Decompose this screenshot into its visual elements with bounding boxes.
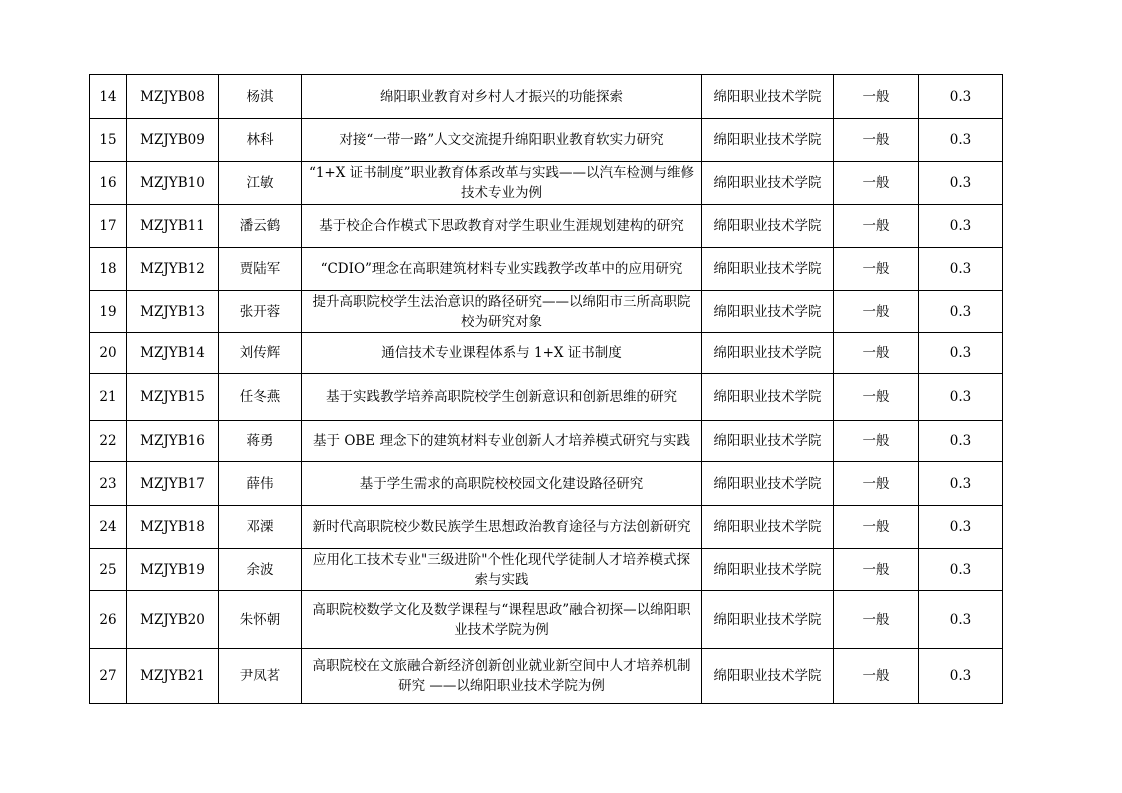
row-number-cell: 26 bbox=[90, 591, 127, 649]
funding-cell: 0.3 bbox=[919, 333, 1003, 374]
project-title-cell: 绵阳职业教育对乡村人才振兴的功能探索 bbox=[302, 75, 702, 119]
project-title-cell: 基于实践教学培养高职院校学生创新意识和创新思维的研究 bbox=[302, 374, 702, 421]
row-number-cell: 17 bbox=[90, 205, 127, 248]
project-title-cell: 高职院校在文旅融合新经济创新创业就业新空间中人才培养机制研究 ——以绵阳职业技术学院为例 bbox=[302, 649, 702, 704]
leader-name-cell: 张开蓉 bbox=[219, 291, 302, 333]
institution-cell: 绵阳职业技术学院 bbox=[702, 205, 834, 248]
table-row bbox=[90, 205, 1003, 248]
project-code-cell: MZJYB12 bbox=[127, 248, 219, 291]
table-row bbox=[90, 462, 1003, 506]
table-row bbox=[90, 291, 1003, 333]
institution-cell: 绵阳职业技术学院 bbox=[702, 75, 834, 119]
institution-cell: 绵阳职业技术学院 bbox=[702, 248, 834, 291]
row-number-cell: 27 bbox=[90, 649, 127, 704]
leader-name-cell: 尹凤茗 bbox=[219, 649, 302, 704]
row-number-cell: 21 bbox=[90, 374, 127, 421]
table-row bbox=[90, 506, 1003, 549]
table-row bbox=[90, 421, 1003, 462]
project-title-cell: 新时代高职院校少数民族学生思想政治教育途径与方法创新研究 bbox=[302, 506, 702, 549]
row-number-cell: 25 bbox=[90, 549, 127, 591]
funding-cell: 0.3 bbox=[919, 649, 1003, 704]
institution-cell: 绵阳职业技术学院 bbox=[702, 374, 834, 421]
leader-name-cell: 林科 bbox=[219, 119, 302, 162]
level-cell: 一般 bbox=[834, 119, 919, 162]
project-code-cell: MZJYB13 bbox=[127, 291, 219, 333]
table-row bbox=[90, 75, 1003, 119]
project-code-cell: MZJYB16 bbox=[127, 421, 219, 462]
institution-cell: 绵阳职业技术学院 bbox=[702, 506, 834, 549]
row-number-cell: 15 bbox=[90, 119, 127, 162]
funding-cell: 0.3 bbox=[919, 248, 1003, 291]
leader-name-cell: 江敏 bbox=[219, 162, 302, 205]
project-code-cell: MZJYB18 bbox=[127, 506, 219, 549]
project-code-cell: MZJYB19 bbox=[127, 549, 219, 591]
row-number-cell: 14 bbox=[90, 75, 127, 119]
project-code-cell: MZJYB14 bbox=[127, 333, 219, 374]
level-cell: 一般 bbox=[834, 205, 919, 248]
level-cell: 一般 bbox=[834, 506, 919, 549]
funding-cell: 0.3 bbox=[919, 421, 1003, 462]
leader-name-cell: 蒋勇 bbox=[219, 421, 302, 462]
project-title-cell: “1+X 证书制度”职业教育体系改革与实践——以汽车检测与维修技术专业为例 bbox=[302, 162, 702, 205]
funding-cell: 0.3 bbox=[919, 591, 1003, 649]
project-title-cell: 基于 OBE 理念下的建筑材料专业创新人才培养模式研究与实践 bbox=[302, 421, 702, 462]
table-row bbox=[90, 549, 1003, 591]
institution-cell: 绵阳职业技术学院 bbox=[702, 119, 834, 162]
institution-cell: 绵阳职业技术学院 bbox=[702, 333, 834, 374]
funding-cell: 0.3 bbox=[919, 205, 1003, 248]
project-title-cell: 通信技术专业课程体系与 1+X 证书制度 bbox=[302, 333, 702, 374]
level-cell: 一般 bbox=[834, 291, 919, 333]
funding-cell: 0.3 bbox=[919, 162, 1003, 205]
level-cell: 一般 bbox=[834, 462, 919, 506]
institution-cell: 绵阳职业技术学院 bbox=[702, 162, 834, 205]
leader-name-cell: 刘传辉 bbox=[219, 333, 302, 374]
row-number-cell: 24 bbox=[90, 506, 127, 549]
project-code-cell: MZJYB17 bbox=[127, 462, 219, 506]
funding-cell: 0.3 bbox=[919, 291, 1003, 333]
institution-cell: 绵阳职业技术学院 bbox=[702, 291, 834, 333]
leader-name-cell: 任冬燕 bbox=[219, 374, 302, 421]
row-number-cell: 16 bbox=[90, 162, 127, 205]
project-title-cell: 基于学生需求的高职院校校园文化建设路径研究 bbox=[302, 462, 702, 506]
row-number-cell: 19 bbox=[90, 291, 127, 333]
leader-name-cell: 贾陆军 bbox=[219, 248, 302, 291]
institution-cell: 绵阳职业技术学院 bbox=[702, 462, 834, 506]
table-row bbox=[90, 119, 1003, 162]
table-row bbox=[90, 248, 1003, 291]
funding-cell: 0.3 bbox=[919, 374, 1003, 421]
level-cell: 一般 bbox=[834, 75, 919, 119]
funding-cell: 0.3 bbox=[919, 549, 1003, 591]
institution-cell: 绵阳职业技术学院 bbox=[702, 649, 834, 704]
project-title-cell: “CDIO”理念在高职建筑材料专业实践教学改革中的应用研究 bbox=[302, 248, 702, 291]
institution-cell: 绵阳职业技术学院 bbox=[702, 549, 834, 591]
funding-cell: 0.3 bbox=[919, 119, 1003, 162]
project-title-cell: 提升高职院校学生法治意识的路径研究——以绵阳市三所高职院校为研究对象 bbox=[302, 291, 702, 333]
leader-name-cell: 余波 bbox=[219, 549, 302, 591]
institution-cell: 绵阳职业技术学院 bbox=[702, 421, 834, 462]
row-number-cell: 23 bbox=[90, 462, 127, 506]
project-code-cell: MZJYB09 bbox=[127, 119, 219, 162]
project-code-cell: MZJYB10 bbox=[127, 162, 219, 205]
table-row bbox=[90, 162, 1003, 205]
funding-cell: 0.3 bbox=[919, 75, 1003, 119]
funding-cell: 0.3 bbox=[919, 462, 1003, 506]
row-number-cell: 22 bbox=[90, 421, 127, 462]
project-title-cell: 基于校企合作模式下思政教育对学生职业生涯规划建构的研究 bbox=[302, 205, 702, 248]
leader-name-cell: 杨淇 bbox=[219, 75, 302, 119]
level-cell: 一般 bbox=[834, 374, 919, 421]
table-body bbox=[90, 75, 1003, 704]
row-number-cell: 20 bbox=[90, 333, 127, 374]
row-number-cell: 18 bbox=[90, 248, 127, 291]
project-table bbox=[89, 74, 1003, 704]
leader-name-cell: 薛伟 bbox=[219, 462, 302, 506]
table-row bbox=[90, 649, 1003, 704]
level-cell: 一般 bbox=[834, 421, 919, 462]
level-cell: 一般 bbox=[834, 591, 919, 649]
project-title-cell: 应用化工技术专业"三级进阶"个性化现代学徒制人才培养模式探索与实践 bbox=[302, 549, 702, 591]
level-cell: 一般 bbox=[834, 248, 919, 291]
leader-name-cell: 邓溧 bbox=[219, 506, 302, 549]
institution-cell: 绵阳职业技术学院 bbox=[702, 591, 834, 649]
project-code-cell: MZJYB21 bbox=[127, 649, 219, 704]
leader-name-cell: 潘云鹤 bbox=[219, 205, 302, 248]
table-row bbox=[90, 374, 1003, 421]
leader-name-cell: 朱怀朝 bbox=[219, 591, 302, 649]
project-title-cell: 高职院校数学文化及数学课程与“课程思政”融合初探—以绵阳职业技术学院为例 bbox=[302, 591, 702, 649]
project-code-cell: MZJYB20 bbox=[127, 591, 219, 649]
table-row bbox=[90, 591, 1003, 649]
project-code-cell: MZJYB15 bbox=[127, 374, 219, 421]
level-cell: 一般 bbox=[834, 333, 919, 374]
project-code-cell: MZJYB11 bbox=[127, 205, 219, 248]
level-cell: 一般 bbox=[834, 549, 919, 591]
funding-cell: 0.3 bbox=[919, 506, 1003, 549]
project-code-cell: MZJYB08 bbox=[127, 75, 219, 119]
table-row bbox=[90, 333, 1003, 374]
project-title-cell: 对接“一带一路”人文交流提升绵阳职业教育软实力研究 bbox=[302, 119, 702, 162]
level-cell: 一般 bbox=[834, 162, 919, 205]
level-cell: 一般 bbox=[834, 649, 919, 704]
